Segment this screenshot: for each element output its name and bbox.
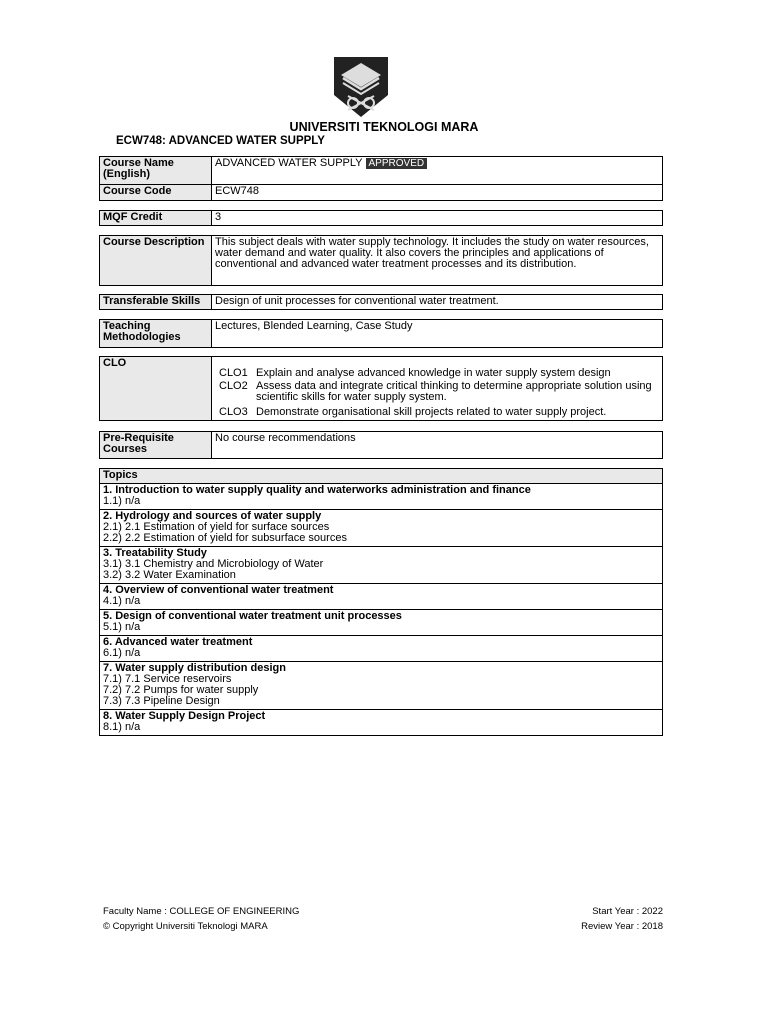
topic-sub: 7.2) 7.2 Pumps for water supply [103, 684, 259, 696]
course-title: ECW748: ADVANCED WATER SUPPLY [116, 135, 325, 147]
copyright: © Copyright Universiti Teknologi MARA [103, 921, 268, 932]
clo-code: CLO1 [219, 367, 248, 379]
university-name: UNIVERSITI TEKNOLOGI MARA [289, 120, 479, 134]
teaching-table [99, 319, 663, 348]
topic-title: 2. Hydrology and sources of water supply [103, 510, 322, 522]
topic-title: 8. Water Supply Design Project [103, 710, 266, 722]
topic-sub: 3.2) 3.2 Water Examination [103, 569, 236, 581]
topic-title: 5. Design of conventional water treatment unit processes [103, 610, 402, 622]
topic-sub: 1.1) n/a [103, 495, 141, 507]
faculty-name: Faculty Name : COLLEGE OF ENGINEERING [103, 906, 300, 917]
description-value: This subject deals with water supply technology. It includes the study on water resources, water demand and water quality. It also covers the principles and applications of conventional and advanced water treatment processes and its distribution. [212, 236, 663, 286]
mqf-label: MQF Credit [100, 211, 212, 226]
clo-label: CLO [100, 357, 212, 421]
description-table [99, 235, 663, 286]
description-label: Course Description [100, 236, 212, 286]
topic-title: 3. Treatability Study [103, 547, 207, 559]
clo-code: CLO2 [219, 380, 248, 392]
prereq-label: Pre-Requisite Courses [100, 432, 212, 459]
start-year: Start Year : 2022 [592, 906, 663, 917]
clo-list [212, 357, 663, 421]
topic-row [100, 547, 663, 584]
topic-row [100, 484, 663, 510]
clo-text: Demonstrate organisational skill projects related to water supply project. [256, 406, 607, 418]
clo-item [219, 381, 659, 403]
topic-row [100, 584, 663, 610]
clo-code: CLO3 [219, 406, 248, 418]
topic-sub: 6.1) n/a [103, 647, 141, 659]
status-badge: APPROVED [366, 158, 428, 169]
course-name-label: Course Name (English) [100, 157, 212, 185]
mqf-value: 3 [212, 211, 663, 226]
skills-label: Transferable Skills [100, 295, 212, 310]
topic-sub: 8.1) n/a [103, 721, 141, 733]
topic-row [100, 662, 663, 710]
topics-header: Topics [100, 469, 663, 484]
topic-title: 1. Introduction to water supply quality and waterworks administration and finance [103, 484, 531, 496]
clo-item [219, 368, 659, 379]
mqf-table [99, 210, 663, 226]
course-code-label: Course Code [100, 185, 212, 201]
topic-sub: 5.1) n/a [103, 621, 141, 633]
teaching-value: Lectures, Blended Learning, Case Study [212, 320, 663, 348]
clo-table [99, 356, 663, 421]
skills-table [99, 294, 663, 310]
topic-sub: 4.1) n/a [103, 595, 141, 607]
prereq-table [99, 431, 663, 459]
topic-row [100, 710, 663, 736]
clo-text: Explain and analyse advanced knowledge in water supply system design [256, 367, 611, 379]
skills-value: Design of unit processes for conventional water treatment. [212, 295, 663, 310]
university-logo [331, 55, 391, 119]
topic-title: 6. Advanced water treatment [103, 636, 253, 648]
prereq-value: No course recommendations [212, 432, 663, 459]
topic-sub: 7.1) 7.1 Service reservoirs [103, 673, 232, 685]
topic-title: 4. Overview of conventional water treatment [103, 584, 334, 596]
topic-sub: 3.1) 3.1 Chemistry and Microbiology of Water [103, 558, 324, 570]
course-code-value: ECW748 [212, 185, 663, 201]
topic-row [100, 636, 663, 662]
teaching-label: Teaching Methodologies [100, 320, 212, 348]
clo-item [219, 407, 659, 418]
topics-table [99, 468, 663, 736]
topic-sub: 2.1) 2.1 Estimation of yield for surface sources [103, 521, 330, 533]
course-name-value: ADVANCED WATER SUPPLY [215, 157, 363, 169]
topic-title: 7. Water supply distribution design [103, 662, 286, 674]
review-year: Review Year : 2018 [581, 921, 663, 932]
course-name-cell [212, 157, 663, 185]
topic-row [100, 610, 663, 636]
topic-sub: 2.2) 2.2 Estimation of yield for subsurface sources [103, 532, 347, 544]
course-info-table [99, 156, 663, 201]
clo-text: Assess data and integrate critical thinking to determine appropriate solution using scientific skills for water supply system. [256, 380, 652, 403]
topic-row [100, 510, 663, 547]
topic-sub: 7.3) 7.3 Pipeline Design [103, 695, 220, 707]
